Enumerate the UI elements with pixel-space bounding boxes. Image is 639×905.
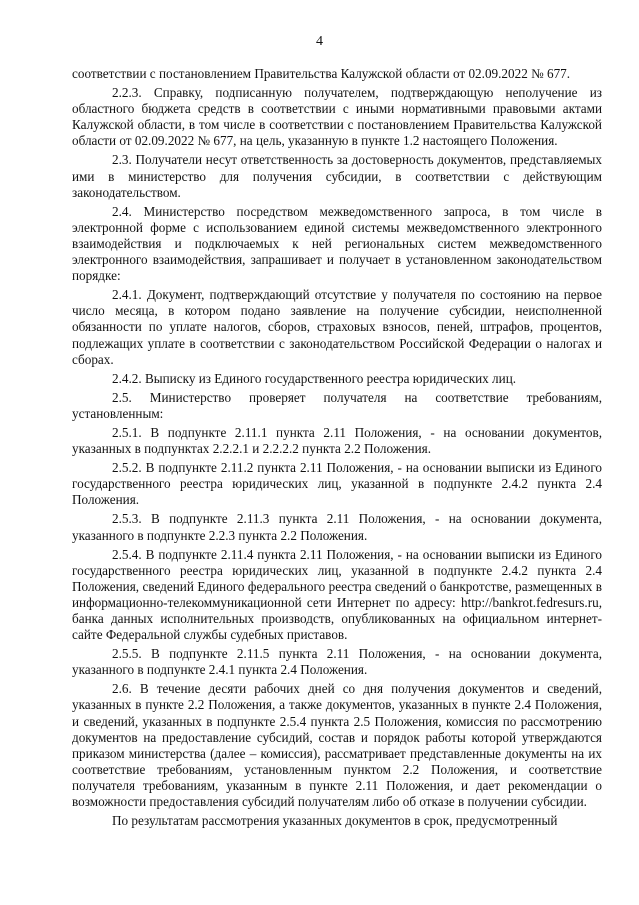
paragraph-2-3: 2.3. Получатели несут ответственность за достоверность документов, представляемых ими в министерство для получения субсидии, в соответствии с действующим законодательством. xyxy=(72,152,602,200)
paragraph-results: По результатам рассмотрения указанных документов в срок, предусмотренный xyxy=(112,813,558,829)
paragraph-2-5: 2.5. Министерство проверяет получателя на соответствие требованиям, установленным: xyxy=(72,389,602,421)
paragraph-2-4-2: 2.4.2. Выписку из Единого государственного реестра юридических лиц. xyxy=(112,370,517,386)
paragraph-2-4: 2.4. Министерство посредством межведомственного запроса, в том числе в электронной форме с использованием единой системы межведомственного электронного взаимодействия и подключаемых к ней региональных систем межведомственного электронного взаимодействия, запрашивает и получает в установленном законодательством порядке: xyxy=(72,203,602,284)
paragraph-2-5-4: 2.5.4. В подпункте 2.11.4 пункта 2.11 Положения, - на основании выписки из Единого государственного реестра юридических лиц, указанной в подпункте 2.4.2 пункта 2.4 Положения, сведений Единого федерального реестра сведений о банкротстве, размещенных в информационно-телекоммуникационной сети Интернет по адресу: http://bankrot.fedresurs.ru, банка данных исполнительных производств, опубликованных на официальном интернет-сайте Федеральной службы судебных приставов. xyxy=(72,546,602,643)
paragraph-2-5-2: 2.5.2. В подпункте 2.11.2 пункта 2.11 Положения, - на основании выписки из Единого государственного реестра юридических лиц, указанной в подпункте 2.4.2 пункта 2.4 Положения. xyxy=(72,460,602,508)
paragraph-2-5-3: 2.5.3. В подпункте 2.11.3 пункта 2.11 Положения, - на основании документа, указанного в подпункте 2.2.3 пункта 2.2 Положения. xyxy=(72,511,602,543)
paragraph-2-6: 2.6. В течение десяти рабочих дней со дня получения документов и сведений, указанных в пункте 2.2 Положения, а также документов, указанных в пункте 2.4 Положения, и сведений, указанных в подпункте 2.5.4 пункта 2.5 Положения, комиссия по рассмотрению документов на предоставление субсидий, состав и порядок работы которой утверждаются приказом министерства (далее – комиссия), рассматривает представленные документы на их соответствие требованиям, установленным пунктом 2.2 Положения, и соответствие получателя требованиям, указанным в пункте 2.11 Положения, и дает рекомендации о возможности предоставления субсидий получателям либо об отказе в получении субсидии. xyxy=(72,681,602,810)
paragraph-2-2-3: 2.2.3. Справку, подписанную получателем, подтверждающую неполучение из областного бюджета средств в соответствии с иными нормативными правовыми актами Калужской области, в том числе в соответствии с постановлением Правительства Калужской области от 02.09.2022 № 677, на цель, указанную в пункте 1.2 настоящего Положения. xyxy=(72,85,602,149)
paragraph-2-5-1: 2.5.1. В подпункте 2.11.1 пункта 2.11 Положения, - на основании документов, указанных в подпунктах 2.2.2.1 и 2.2.2.2 пункта 2.2 Положения. xyxy=(72,424,602,457)
paragraph-continuation: соответствии с постановлением Правительства Калужской области от 02.09.2022 № 677. xyxy=(72,66,571,81)
document-body xyxy=(72,66,602,832)
paragraph-2-4-1: 2.4.1. Документ, подтверждающий отсутствие у получателя по состоянию на первое число месяца, в котором подано заявление на получение субсидии, неисполненной обязанности по уплате налогов, сборов, страховых взносов, пеней, штрафов, процентов, подлежащих уплате в соответствии с законодательством Российской Федерации о налогах и сборах. xyxy=(72,287,602,367)
page-number: 4 xyxy=(316,34,323,49)
paragraph-2-5-5: 2.5.5. В подпункте 2.11.5 пункта 2.11 Положения, - на основании документа, указанного в подпункте 2.4.1 пункта 2.4 Положения. xyxy=(72,646,602,678)
